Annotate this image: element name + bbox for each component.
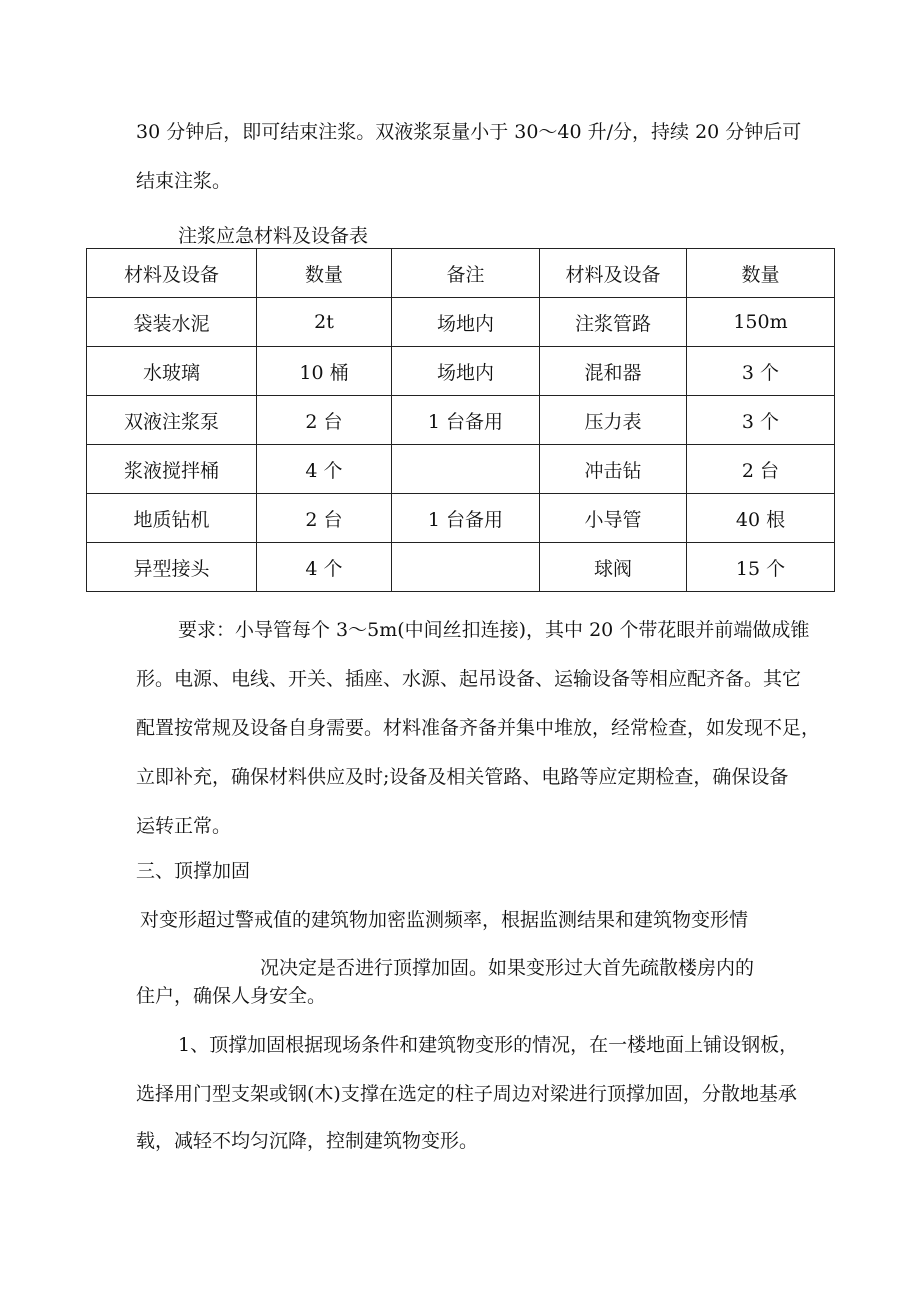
table-cell: 双液注浆泵 [87,396,257,445]
table-caption: 注浆应急材料及设备表 [178,225,369,247]
requirements-line-2: 形。电源、电线、开关、插座、水源、起吊设备、运输设备等相应配齐备。其它 [136,668,802,690]
header-cell: 材料及设备 [540,249,687,298]
table-header-row [87,249,835,298]
table-cell: 15 个 [687,543,835,592]
table-cell: 10 桶 [257,347,392,396]
table-cell: 1 台备用 [392,396,540,445]
table-cell: 压力表 [540,396,687,445]
header-cell: 数量 [257,249,392,298]
requirements-line-4: 立即补充，确保材料供应及时;设备及相关管路、电路等应定期检查，确保设备 [136,766,789,788]
section-p2-line-1: 1、顶撑加固根据现场条件和建筑物变形的情况，在一楼地面上铺设钢板， [178,1034,799,1056]
table-row [87,543,835,592]
table-cell: 球阀 [540,543,687,592]
table-row [87,347,835,396]
table-cell: 场地内 [392,347,540,396]
table-cell: 注浆管路 [540,298,687,347]
table-cell: 混和器 [540,347,687,396]
table-cell: 4 个 [257,543,392,592]
table-cell: 150m [687,298,835,347]
table-cell: 2 台 [687,445,835,494]
table-row [87,396,835,445]
intro-line-2: 结束注浆。 [136,170,232,192]
header-cell: 材料及设备 [87,249,257,298]
section-heading: 三、顶撑加固 [136,860,251,882]
header-cell: 数量 [687,249,835,298]
section-p1-line-1: 对变形超过警戒值的建筑物加密监测频率，根据监测结果和建筑物变形情 [140,909,749,931]
table-cell [392,543,540,592]
table-cell: 40 根 [687,494,835,543]
table-cell: 小导管 [540,494,687,543]
table-cell: 冲击钻 [540,445,687,494]
requirements-line-3: 配置按常规及设备自身需要。材料准备齐备并集中堆放，经常检查，如发现不足， [136,717,821,739]
table-cell: 2 台 [257,396,392,445]
table-row [87,445,835,494]
requirements-line-1: 要求：小导管每个 3～5m(中间丝扣连接)，其中 20 个带花眼并前端做成锥 [178,619,810,641]
table-cell [392,445,540,494]
section-p2-line-3: 载，减轻不均匀沉降，控制建筑物变形。 [136,1130,479,1152]
table-cell: 1 台备用 [392,494,540,543]
table-cell: 2t [257,298,392,347]
section-p1-line-3: 住户，确保人身安全。 [136,985,327,1007]
table-cell: 水玻璃 [87,347,257,396]
table-cell: 场地内 [392,298,540,347]
section-p1-line-2: 况决定是否进行顶撑加固。如果变形过大首先疏散楼房内的 [260,957,755,979]
materials-table [86,248,835,592]
requirements-line-5: 运转正常。 [136,815,232,837]
table-cell: 3 个 [687,396,835,445]
table-cell: 4 个 [257,445,392,494]
table-cell: 浆液搅拌桶 [87,445,257,494]
section-p2-line-2: 选择用门型支架或钢(木)支撑在选定的柱子周边对梁进行顶撑加固，分散地基承 [136,1083,797,1105]
intro-line-1: 30 分钟后，即可结束注浆。双液浆泵量小于 30～40 升/分，持续 20 分钟后可 [136,121,802,143]
table-cell: 3 个 [687,347,835,396]
table-cell: 袋装水泥 [87,298,257,347]
table-row [87,298,835,347]
table-row [87,494,835,543]
table-cell: 地质钻机 [87,494,257,543]
table-cell: 2 台 [257,494,392,543]
header-cell: 备注 [392,249,540,298]
table-cell: 异型接头 [87,543,257,592]
